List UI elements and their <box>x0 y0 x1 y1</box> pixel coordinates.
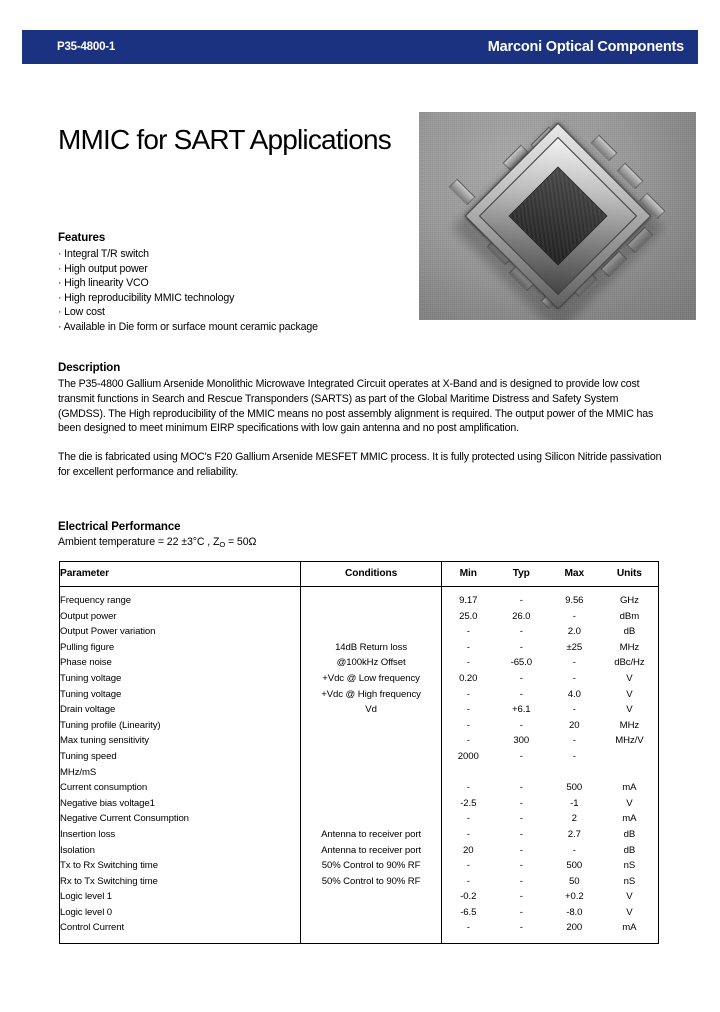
cell-max: +0.2 <box>565 891 584 903</box>
cell-conditions <box>301 796 441 812</box>
cell-units: dBm <box>619 610 640 622</box>
cell-max <box>548 765 601 781</box>
cell-min: - <box>466 828 470 840</box>
cell-max: 2 <box>571 813 577 825</box>
cell-parameter: Max tuning sensitivity <box>60 734 301 750</box>
cell-conditions: @100kHz Offset <box>301 656 441 672</box>
cell-max: 500 <box>566 782 583 794</box>
cell-parameter: Negative bias voltage1 <box>60 796 301 812</box>
cell-max: -1 <box>570 797 579 809</box>
cell-units: V <box>626 797 633 809</box>
specification-table-body <box>60 587 658 943</box>
cell-min: - <box>466 860 470 872</box>
table-row <box>60 765 658 781</box>
company-name: Marconi Optical Components <box>487 39 684 55</box>
product-photo <box>419 112 696 320</box>
cell-conditions: Vd <box>301 703 441 719</box>
cell-min: 25.0 <box>459 610 478 622</box>
cell-min: - <box>466 922 470 934</box>
cell-parameter: Phase noise <box>60 656 301 672</box>
cell-max: - <box>572 657 576 669</box>
cell-typ: - <box>519 813 523 825</box>
table-row <box>60 812 658 828</box>
cell-parameter: Tuning speed <box>60 749 301 765</box>
table-header-row <box>60 562 658 587</box>
cell-max: - <box>572 844 576 856</box>
cell-min: -6.5 <box>460 906 477 918</box>
cell-parameter: Negative Current Consumption <box>60 812 301 828</box>
cell-conditions <box>301 890 441 906</box>
table-row <box>60 609 658 625</box>
cell-min: - <box>466 813 470 825</box>
column-header-parameter: Parameter <box>60 562 301 587</box>
cell-conditions <box>301 625 441 641</box>
table-row <box>60 796 658 812</box>
cell-typ <box>495 765 548 781</box>
cell-typ: - <box>519 688 523 700</box>
cell-parameter: Logic level 0 <box>60 905 301 921</box>
cell-min: 0.20 <box>459 672 478 684</box>
cell-conditions <box>301 749 441 765</box>
cell-parameter: Tuning voltage <box>60 671 301 687</box>
cell-conditions: Antenna to receiver port <box>301 843 441 859</box>
document-id: P35-4800-1 <box>57 41 116 53</box>
table-row <box>60 625 658 641</box>
cell-parameter: Insertion loss <box>60 827 301 843</box>
cell-max: - <box>572 750 576 762</box>
package-lid <box>508 167 607 266</box>
table-row <box>60 843 658 859</box>
cell-max: 500 <box>566 860 583 872</box>
specification-table <box>59 561 659 944</box>
cell-conditions <box>301 905 441 921</box>
cell-units: V <box>626 906 633 918</box>
cell-conditions: +Vdc @ Low frequency <box>301 671 441 687</box>
table-row <box>60 703 658 719</box>
cell-max: 9.56 <box>565 595 584 606</box>
cell-units: dBc/Hz <box>614 657 645 669</box>
cell-min: - <box>466 657 470 669</box>
cell-max: 200 <box>566 922 583 934</box>
cell-max: 50 <box>569 875 580 887</box>
table-row <box>60 781 658 797</box>
cell-typ: - <box>519 750 523 762</box>
cell-conditions: 14dB Return loss <box>301 640 441 656</box>
table-row <box>60 921 658 943</box>
cell-typ: - <box>519 595 523 606</box>
cell-conditions <box>301 781 441 797</box>
table-row <box>60 640 658 656</box>
cell-parameter: Frequency range <box>60 587 301 610</box>
cell-max: 2.7 <box>567 828 581 840</box>
cell-min: - <box>466 735 470 747</box>
cell-typ: - <box>519 891 523 903</box>
feature-item: · Low cost <box>58 306 105 319</box>
cell-typ: - <box>519 626 523 638</box>
impedance-subscript: O <box>219 540 226 549</box>
cell-parameter: Output Power variation <box>60 625 301 641</box>
cell-parameter: Drain voltage <box>60 703 301 719</box>
column-header-units: Units <box>601 562 658 587</box>
cell-units: dB <box>623 626 636 638</box>
cell-units: MHz <box>619 641 640 653</box>
cell-parameter: Rx to Tx Switching time <box>60 874 301 890</box>
cell-typ: 300 <box>513 735 530 747</box>
table-row <box>60 718 658 734</box>
cell-max: 20 <box>569 719 580 731</box>
cell-typ: - <box>519 922 523 934</box>
cell-max: - <box>572 704 576 716</box>
cell-max: 4.0 <box>567 688 581 700</box>
cell-min: 20 <box>463 844 474 856</box>
cell-typ: - <box>519 719 523 731</box>
cell-typ: 26.0 <box>512 610 531 622</box>
cell-units: MHz <box>619 719 640 731</box>
cell-units: V <box>626 891 633 903</box>
cell-min: -2.5 <box>460 797 477 809</box>
cell-typ: - <box>519 672 523 684</box>
cell-units: V <box>626 704 633 716</box>
column-header-typ: Typ <box>495 562 548 587</box>
cell-parameter: Current consumption <box>60 781 301 797</box>
cell-min: - <box>466 641 470 653</box>
cell-units: mA <box>622 782 637 794</box>
cell-min: - <box>466 782 470 794</box>
cell-conditions <box>301 765 441 781</box>
cell-max: - <box>572 672 576 684</box>
cell-parameter: MHz/mS <box>60 765 301 781</box>
table-row <box>60 734 658 750</box>
cell-max: -8.0 <box>566 906 583 918</box>
cell-typ: +6.1 <box>512 704 531 716</box>
cell-conditions <box>301 812 441 828</box>
cell-min: 9.17 <box>459 595 478 606</box>
cell-typ: - <box>519 782 523 794</box>
cell-conditions: +Vdc @ High frequency <box>301 687 441 703</box>
cell-min: - <box>466 875 470 887</box>
cell-units: nS <box>623 875 636 887</box>
cell-max: - <box>572 610 576 622</box>
table-row <box>60 749 658 765</box>
cell-typ: - <box>519 828 523 840</box>
feature-item: · Available in Die form or surface mount ceramic package <box>58 320 318 333</box>
cell-parameter: Logic level 1 <box>60 890 301 906</box>
cell-conditions: Antenna to receiver port <box>301 827 441 843</box>
features-heading: Features <box>58 232 106 244</box>
test-conditions-prefix: Ambient temperature = 22 ±3°C , Z <box>58 536 220 548</box>
column-header-conditions: Conditions <box>301 562 441 587</box>
cell-min: - <box>466 719 470 731</box>
page-title: MMIC for SART Applications <box>58 123 391 155</box>
cell-parameter: Pulling figure <box>60 640 301 656</box>
cell-min: - <box>466 704 470 716</box>
cell-min: -0.2 <box>460 891 477 903</box>
description-paragraph: The die is fabricated using MOC's F20 Gallium Arsenide MESFET MMIC process. It is fully protected using Silicon Nitride passivation for excellent performance and reliability. <box>58 451 662 478</box>
table-row <box>60 827 658 843</box>
table-row <box>60 874 658 890</box>
cell-units: nS <box>623 860 636 872</box>
cell-parameter: Isolation <box>60 843 301 859</box>
feature-item: · High linearity VCO <box>58 277 149 290</box>
table-row <box>60 671 658 687</box>
test-conditions-line <box>58 536 256 549</box>
cell-conditions <box>301 734 441 750</box>
table-row <box>60 859 658 875</box>
cell-conditions <box>301 921 441 943</box>
cell-units: GHz <box>619 595 639 606</box>
cell-parameter: Control Current <box>60 921 301 943</box>
description-body <box>58 377 664 494</box>
cell-units: mA <box>622 922 637 934</box>
table-row <box>60 905 658 921</box>
description-paragraph: The P35-4800 Gallium Arsenide Monolithic Microwave Integrated Circuit operates at X-Band and is designed to provide low cost transmit functions in Search and Rescue Transponders (SARTS) as part of the Global Maritime Distress and Safety System (GMDSS). The High reproducibility of the MMIC means no post assembly alignment is required. The output power of the MMIC has been designed to meet minimum EIRP specifications with low gain antenna and no post amplification. <box>58 378 654 435</box>
cell-units: V <box>626 688 633 700</box>
page-header-bar <box>22 30 698 64</box>
feature-item: · Integral T/R switch <box>58 248 149 260</box>
cell-max: ±25 <box>566 641 583 653</box>
table-row <box>60 587 658 610</box>
column-header-max: Max <box>548 562 601 587</box>
cell-max: - <box>572 735 576 747</box>
cell-min: - <box>466 688 470 700</box>
cell-typ: - <box>519 797 523 809</box>
description-heading: Description <box>58 362 121 374</box>
cell-conditions <box>301 609 441 625</box>
cell-conditions: 50% Control to 90% RF <box>301 859 441 875</box>
cell-units: dB <box>623 844 636 856</box>
column-header-min: Min <box>441 562 495 587</box>
cell-units: mA <box>622 813 637 825</box>
table-row <box>60 656 658 672</box>
cell-min <box>441 765 495 781</box>
feature-item: · High reproducibility MMIC technology <box>58 291 235 304</box>
cell-typ: - <box>519 860 523 872</box>
cell-conditions <box>301 718 441 734</box>
cell-typ: - <box>519 906 523 918</box>
cell-conditions: 50% Control to 90% RF <box>301 874 441 890</box>
cell-max: 2.0 <box>567 626 581 638</box>
cell-typ: - <box>519 875 523 887</box>
cell-units: V <box>626 672 633 684</box>
cell-units <box>601 749 658 765</box>
electrical-performance-heading: Electrical Performance <box>58 521 181 533</box>
cell-units: MHz/V <box>615 735 644 747</box>
table-row <box>60 687 658 703</box>
cell-parameter: Tuning voltage <box>60 687 301 703</box>
features-list <box>58 247 408 335</box>
cell-units <box>601 765 658 781</box>
test-conditions-suffix: = 50Ω <box>225 536 257 548</box>
cell-min: 2000 <box>457 750 479 762</box>
cell-units: dB <box>623 828 636 840</box>
feature-item: · High output power <box>58 262 148 275</box>
cell-parameter: Output power <box>60 609 301 625</box>
cell-conditions <box>301 587 441 610</box>
table-row <box>60 890 658 906</box>
cell-typ: - <box>519 641 523 653</box>
cell-parameter: Tx to Rx Switching time <box>60 859 301 875</box>
cell-typ: -65.0 <box>510 657 532 669</box>
cell-parameter: Tuning profile (Linearity) <box>60 718 301 734</box>
cell-min: - <box>466 626 470 638</box>
cell-typ: - <box>519 844 523 856</box>
